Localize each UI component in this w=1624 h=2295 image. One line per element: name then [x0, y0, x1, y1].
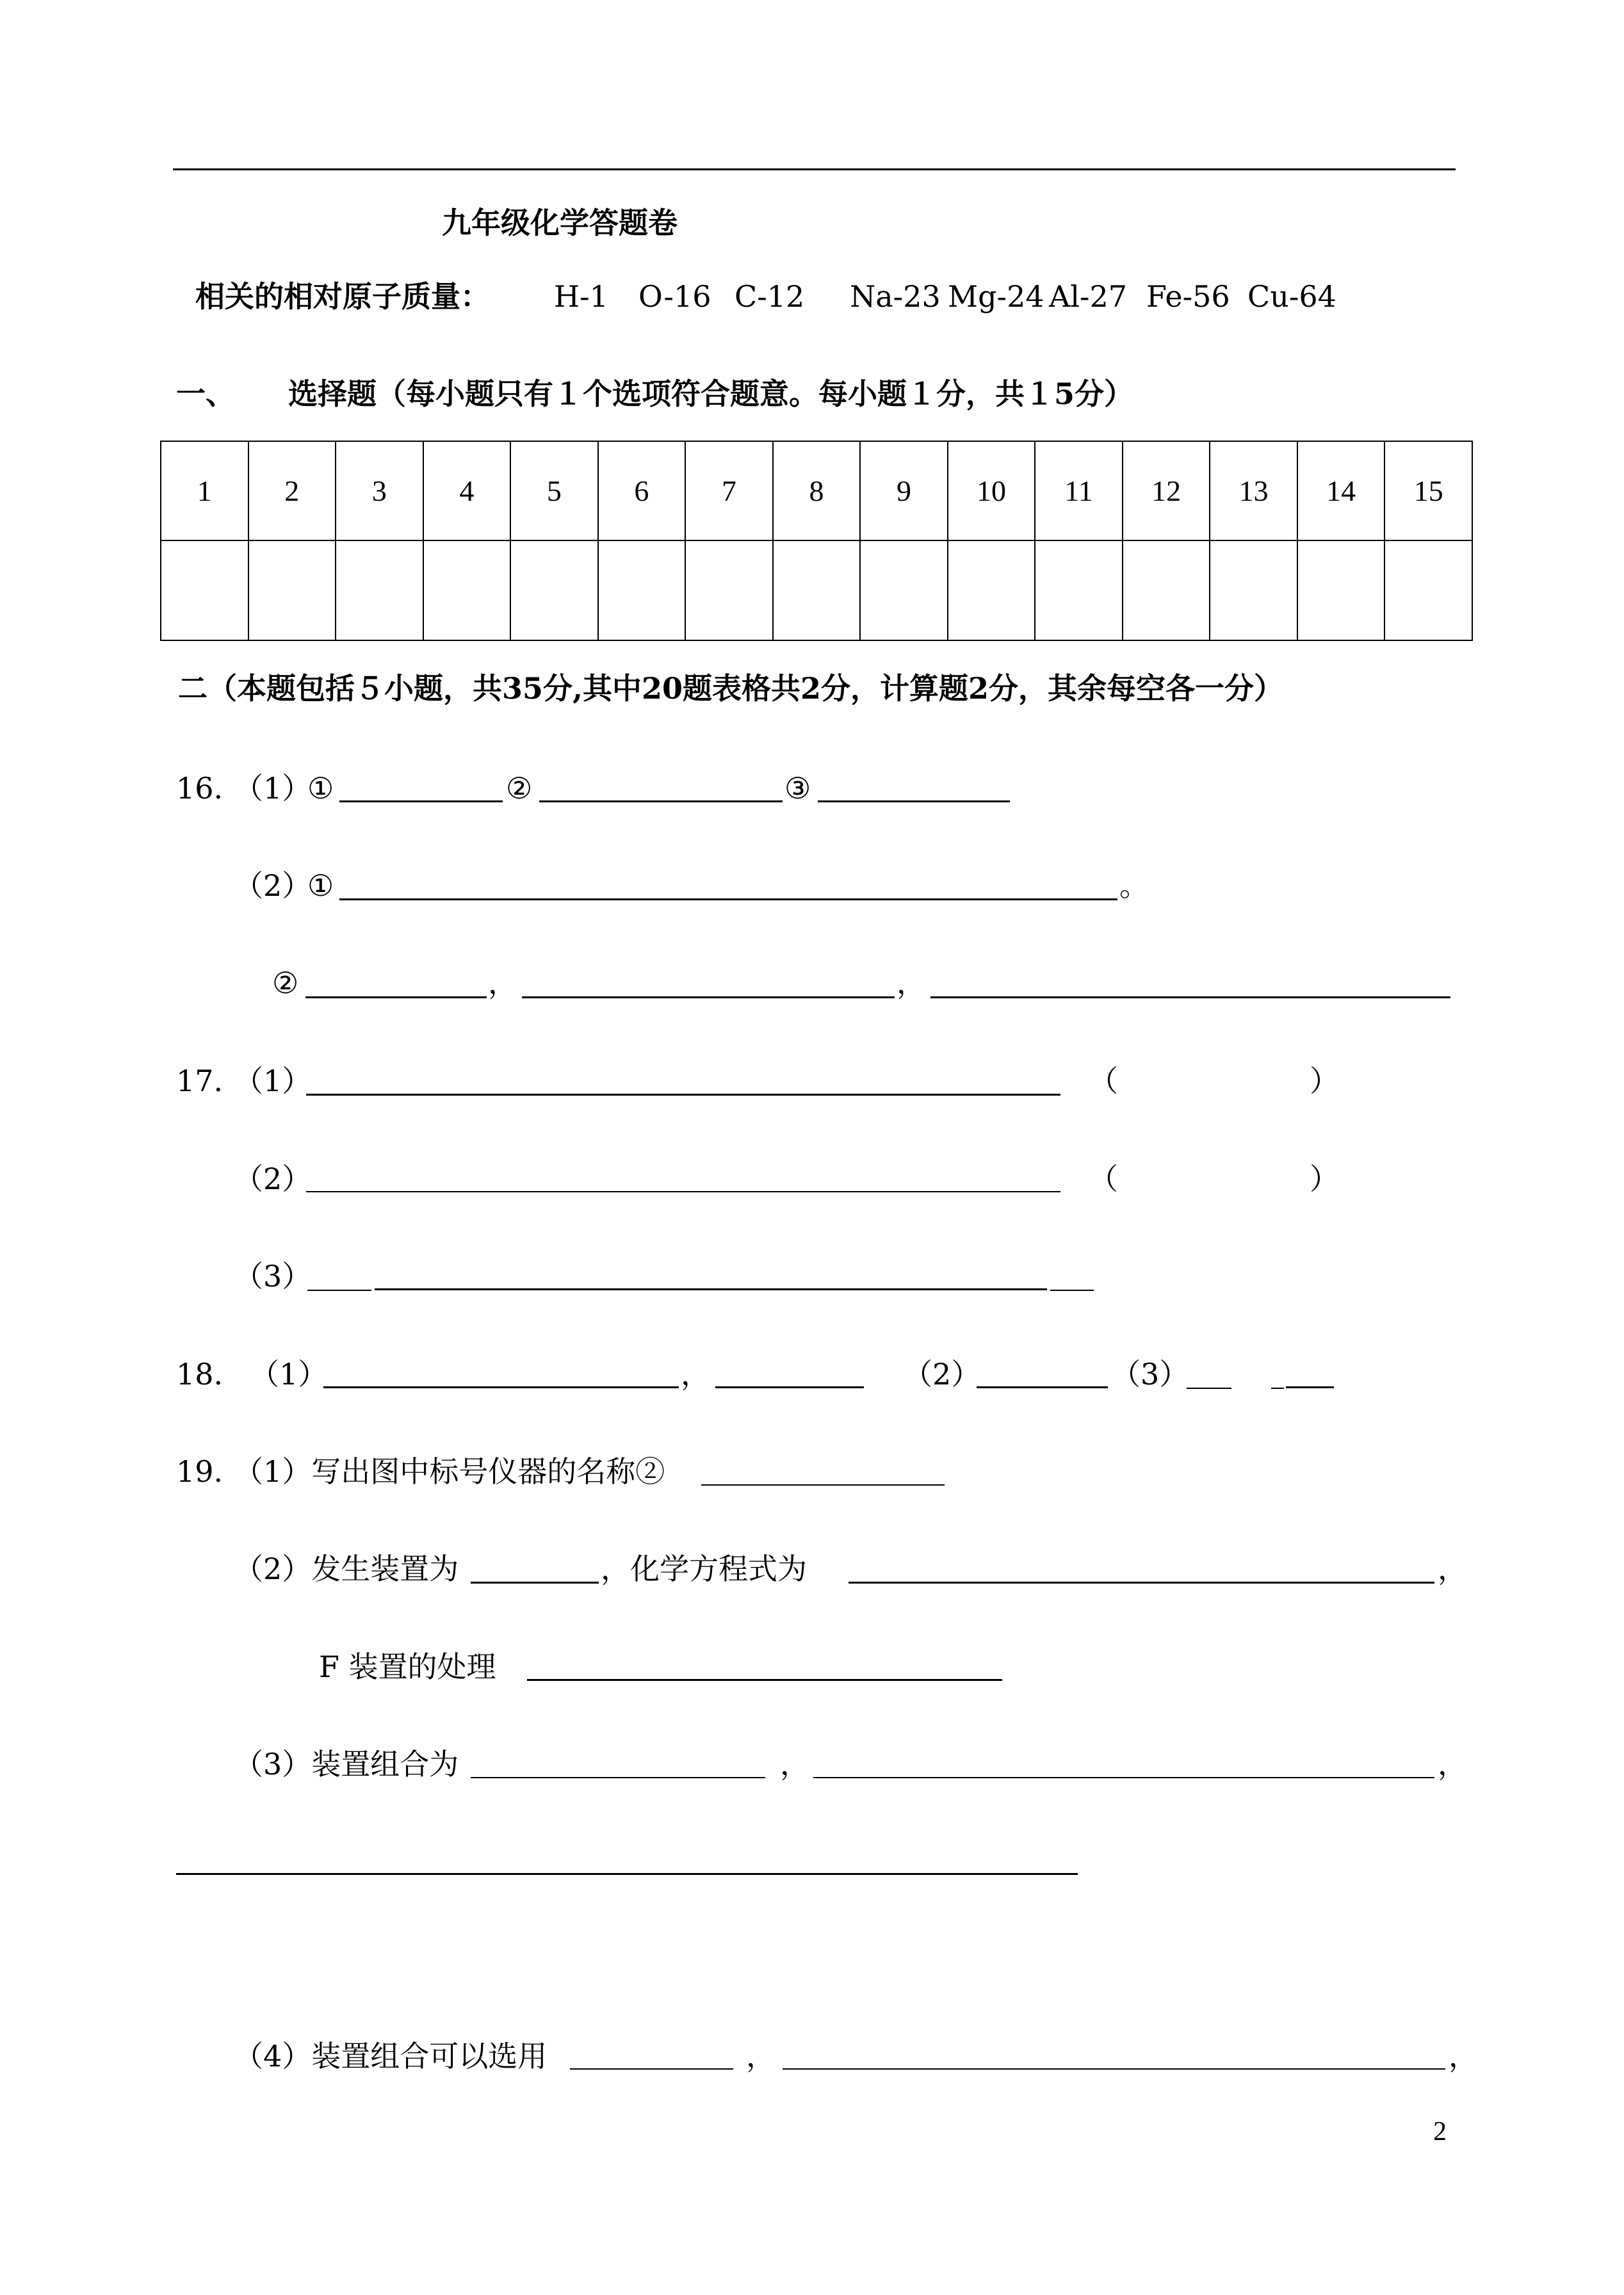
q19-comma-2: ， — [780, 1747, 809, 1781]
q16-part2-circle-1: ① — [307, 868, 334, 903]
q19-comma-5: ， — [1449, 2039, 1478, 2073]
q18-blank-5[interactable] — [1271, 1388, 1284, 1389]
q18-blank-6[interactable] — [1286, 1386, 1334, 1388]
q18-part1-label: （1） — [250, 1357, 328, 1391]
answer-col-10: 10 — [948, 441, 1035, 540]
answer-col-2: 2 — [248, 441, 336, 540]
q17-part3-label: （3） — [234, 1259, 312, 1293]
atomic-mass-h: H-1 — [554, 279, 608, 314]
atomic-mass-na: Na-23 — [850, 279, 941, 314]
q16-part2-blank-3[interactable] — [522, 996, 895, 998]
answer-col-6: 6 — [598, 441, 686, 540]
answer-cell[interactable] — [248, 540, 336, 640]
q17-part2-label: （2） — [234, 1162, 312, 1196]
q19-comma-1: ， — [1438, 1552, 1467, 1586]
q16-blank-1[interactable] — [339, 800, 503, 802]
answer-col-12: 12 — [1123, 441, 1210, 540]
answer-table — [160, 441, 1473, 641]
atomic-mass-mg: Mg-24 — [948, 279, 1044, 314]
atomic-mass-c: C-12 — [735, 279, 805, 314]
answer-col-8: 8 — [773, 441, 861, 540]
q16-end-mark: 。 — [1119, 868, 1149, 903]
q16-part2-circle-2: ② — [272, 966, 299, 1000]
q18-blank-1[interactable] — [323, 1386, 679, 1388]
answer-cell[interactable] — [860, 540, 948, 640]
answer-col-15: 15 — [1384, 441, 1472, 540]
atomic-mass-fe: Fe-56 — [1146, 279, 1230, 314]
answer-cell[interactable] — [1297, 540, 1385, 640]
answer-cell[interactable] — [510, 540, 598, 640]
answer-col-5: 5 — [510, 441, 598, 540]
answer-col-13: 13 — [1210, 441, 1297, 540]
answer-col-1: 1 — [161, 441, 248, 540]
q18-blank-4[interactable] — [1187, 1388, 1231, 1389]
section1-heading: 选择题（每小题只有１个选项符合题意。每小题１分，共１5分） — [288, 377, 1134, 411]
page-title: 九年级化学答题卷 — [442, 206, 678, 240]
q17-blank-1[interactable] — [306, 1094, 1060, 1096]
q19-part2-equation-label: ，化学方程式为 — [601, 1552, 807, 1586]
q18-part3-label: （3） — [1111, 1357, 1189, 1391]
q19-comma-4: ， — [746, 2039, 775, 2073]
q16-part1-label: （1） — [234, 771, 312, 806]
q17-rparen-1: ） — [1310, 1064, 1339, 1098]
answer-col-14: 14 — [1297, 441, 1385, 540]
answer-cell[interactable] — [1123, 540, 1210, 640]
atomic-mass-al: Al-27 — [1049, 279, 1128, 314]
q19-blank-1[interactable] — [701, 1484, 945, 1486]
answer-col-9: 9 — [860, 441, 948, 540]
q18-number: 18. — [176, 1357, 223, 1391]
q16-part2-blank-4[interactable] — [930, 996, 1450, 998]
q19-blank-3[interactable] — [849, 1582, 1434, 1584]
answer-cell[interactable] — [1384, 540, 1472, 640]
q17-lparen-1: （ — [1089, 1064, 1118, 1098]
q16-part2-blank-2[interactable] — [305, 996, 487, 998]
section1-number: 一、 — [176, 377, 235, 411]
q16-number: 16. — [176, 771, 223, 806]
q19-number: 19. — [176, 1454, 223, 1489]
answer-col-7: 7 — [685, 441, 773, 540]
q16-comma-2: ， — [897, 966, 926, 1000]
q19-part3-label: （3）装置组合为 — [234, 1747, 459, 1781]
atomic-mass-o: O-16 — [638, 279, 711, 314]
q19-f-device-label: F 装置的处理 — [319, 1650, 496, 1684]
answer-cell[interactable] — [423, 540, 511, 640]
answer-cell[interactable] — [1035, 540, 1123, 640]
q16-part2-label: （2） — [234, 868, 312, 903]
answer-cell[interactable] — [948, 540, 1035, 640]
q19-blank-8[interactable] — [570, 2068, 733, 2070]
top-rule — [173, 168, 1456, 170]
answer-table-header-row — [161, 441, 1472, 540]
q19-blank-7[interactable] — [176, 1873, 1078, 1875]
answer-cell[interactable] — [161, 540, 248, 640]
answer-cell[interactable] — [685, 540, 773, 640]
q17-blank-2[interactable] — [306, 1191, 1060, 1192]
q19-part1-label: （1）写出图中标号仪器的名称② — [234, 1454, 665, 1489]
q16-circle-1: ① — [307, 771, 334, 806]
section2-heading: 二（本题包括５小题，共35分,其中20题表格共2分，计算题2分，其余每空各一分） — [178, 671, 1284, 706]
q18-part2-label: （2） — [903, 1357, 981, 1391]
q16-part2-blank-1[interactable] — [339, 898, 1117, 900]
q17-number: 17. — [176, 1064, 223, 1098]
q19-blank-4[interactable] — [527, 1679, 1002, 1681]
q17-blank-3a[interactable] — [307, 1290, 371, 1291]
q17-blank-3[interactable] — [375, 1288, 1047, 1290]
q16-circle-3: ③ — [784, 771, 811, 806]
q19-blank-9[interactable] — [783, 2068, 1445, 2070]
q16-blank-3[interactable] — [818, 800, 1010, 802]
q19-blank-5[interactable] — [471, 1777, 765, 1778]
answer-col-4: 4 — [423, 441, 511, 540]
q19-blank-2[interactable] — [471, 1582, 599, 1584]
answer-col-3: 3 — [336, 441, 423, 540]
q17-blank-3b[interactable] — [1050, 1290, 1094, 1291]
q19-blank-6[interactable] — [813, 1777, 1434, 1778]
q19-comma-3: ， — [1438, 1747, 1467, 1781]
q16-blank-2[interactable] — [539, 800, 783, 802]
q17-lparen-2: （ — [1089, 1162, 1118, 1196]
answer-cell[interactable] — [1210, 540, 1297, 640]
answer-col-11: 11 — [1035, 441, 1123, 540]
q18-comma: ， — [681, 1357, 710, 1391]
answer-table-answer-row — [161, 540, 1472, 640]
q16-circle-2: ② — [506, 771, 533, 806]
q17-part1-label: （1） — [234, 1064, 312, 1098]
page-number: 2 — [1433, 2117, 1447, 2146]
q18-blank-2[interactable] — [715, 1386, 864, 1388]
answer-cell[interactable] — [598, 540, 686, 640]
q19-part2-label: （2）发生装置为 — [234, 1552, 459, 1586]
answer-cell[interactable] — [336, 540, 423, 640]
q16-comma-1: ， — [488, 966, 517, 1000]
answer-cell[interactable] — [773, 540, 861, 640]
q18-blank-3[interactable] — [977, 1386, 1108, 1388]
q19-part4-label: （4）装置组合可以选用 — [234, 2039, 548, 2073]
q17-rparen-2: ） — [1310, 1162, 1339, 1196]
atomic-mass-cu: Cu-64 — [1247, 279, 1336, 314]
atomic-mass-label: 相关的相对原子质量： — [195, 279, 490, 314]
